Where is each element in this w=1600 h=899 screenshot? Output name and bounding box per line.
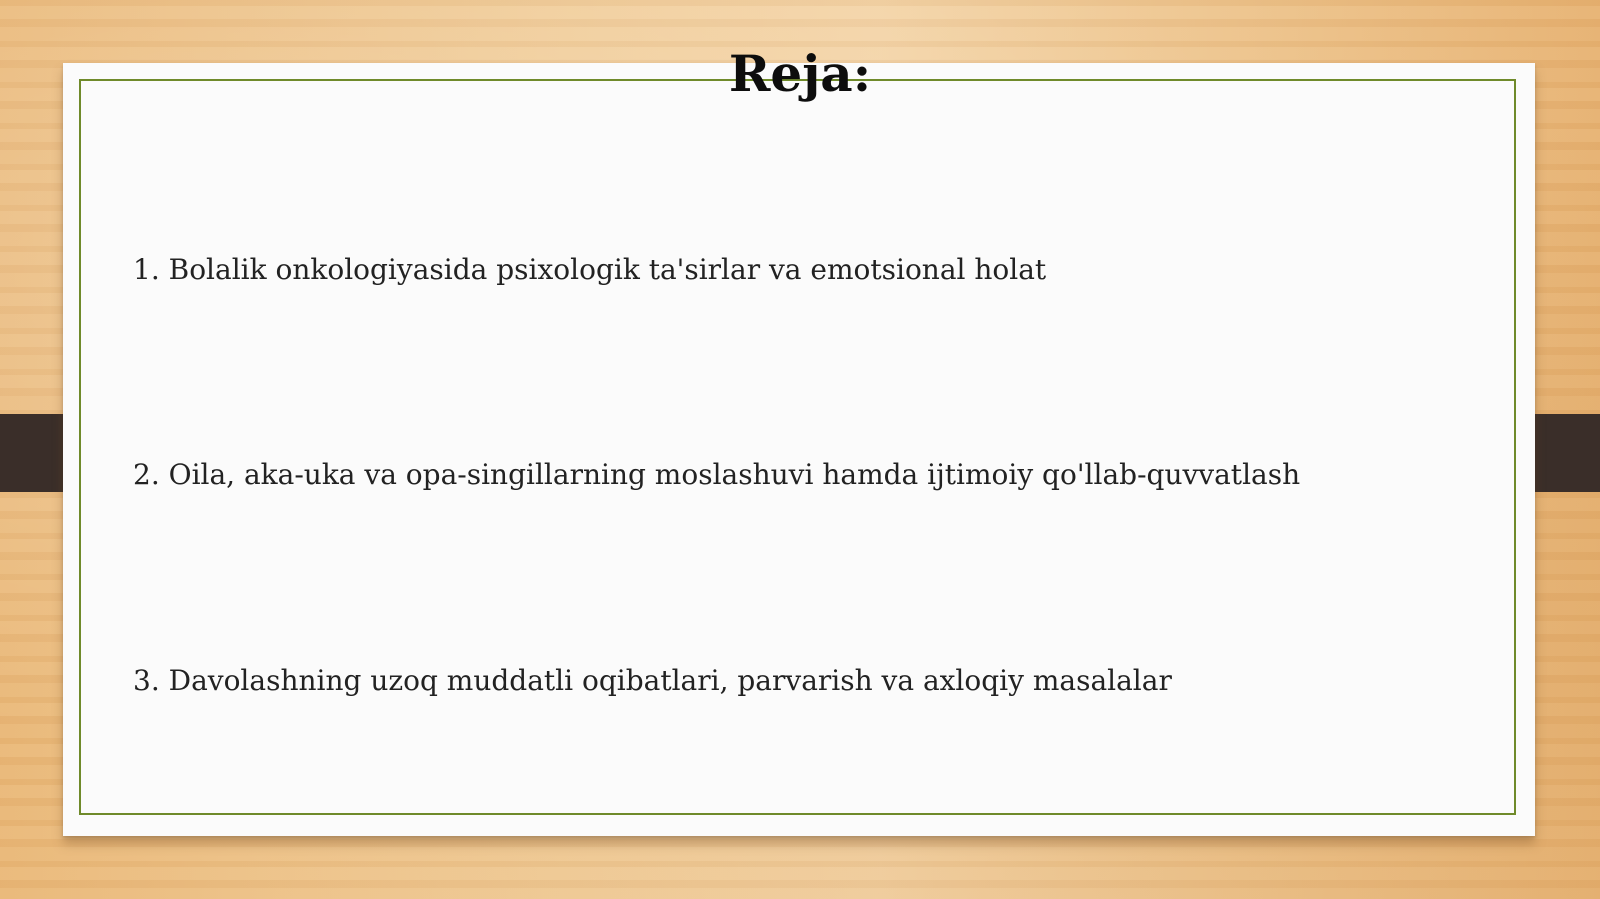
plan-item-3: 3. Davolashning uzoq muddatli oqibatlari, parvarish va axloqiy masalalar: [133, 664, 1172, 697]
slide-frame-border: [79, 79, 1516, 815]
plan-item-1: 1. Bolalik onkologiyasida psixologik ta'sirlar va emotsional holat: [133, 253, 1047, 286]
slide-title: Reja:: [728, 44, 872, 103]
plan-item-2: 2. Oila, aka-uka va opa-singillarning moslashuvi hamda ijtimoiy qo'llab-quvvatlash: [133, 458, 1301, 491]
